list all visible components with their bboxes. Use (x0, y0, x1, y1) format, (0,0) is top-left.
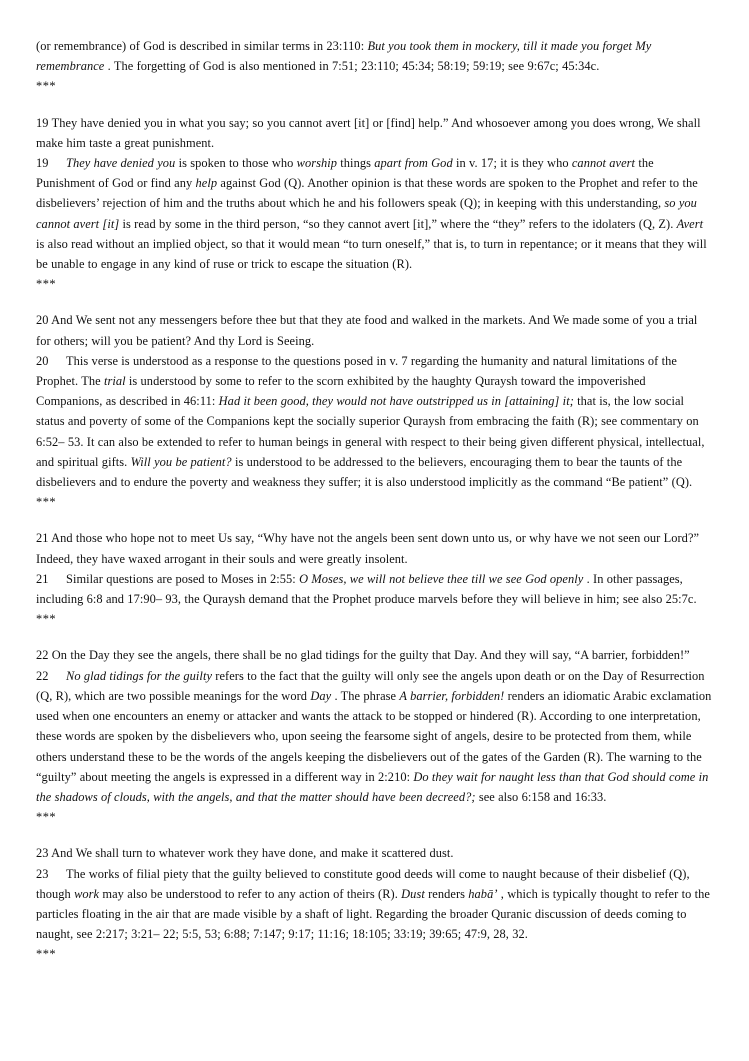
body-text: 19 They have denied you in what you say; so you cannot avert [it] or [find] help.” And whosoever among you does wrong, We shall make him taste a great punishment. (36, 115, 701, 150)
quoted-italic-text: Avert (676, 216, 704, 231)
quoted-italic-text: Dust (401, 886, 425, 901)
commentary-continuation (36, 36, 713, 76)
quoted-italic-text: help (195, 176, 218, 191)
section-separator: *** (36, 612, 57, 627)
quoted-italic-text: Will you be patient? (130, 454, 232, 469)
quoted-italic-text: A barrier, forbidden! (399, 688, 505, 703)
quoted-italic-text: worship (296, 156, 338, 171)
body-text: is understood by some to refer to the scorn exhibited by the haughty Quraysh toward the impoverished Companions, as described in 46:11: (36, 374, 646, 409)
commentary-number-gap (49, 153, 66, 173)
commentary-number: 19 (36, 156, 49, 171)
quoted-italic-text: apart from God (374, 156, 453, 171)
body-text: 23 And We shall turn to whatever work they have done, and make it scattered dust. (36, 846, 454, 861)
commentary-note-20 (36, 351, 713, 492)
body-text: . The forgetting of God is also mentioned in 7:51; 23:110; 45:34; 58:19; 59:19; see 9:67c; 45:34c. (104, 59, 600, 74)
quoted-italic-text: No glad tidings for the guilty (66, 668, 213, 683)
body-text: Similar questions are posed to Moses in 2:55: (66, 571, 300, 586)
commentary-number-gap (49, 864, 66, 884)
body-text: renders an idiomatic Arabic exclamation used when one encounters an enemy or attacker and wants the attack to be stopped or hindered (R). According to one interpretation, these words are spoken by the disbelievers who, upon seeing the fearsome sight of angels, desire to be protected from them, while others understand these to be the words of the angels keeping the disbelievers out of the gates of the Garden (R). The warning to the “guilty” about meeting the angels is expressed in a different way in 2:210: (36, 688, 712, 784)
quoted-italic-text: Day (310, 688, 332, 703)
verse-translation-23 (36, 843, 713, 863)
body-text: (or remembrance) of God is described in similar terms in 23:110: (36, 39, 368, 53)
body-text: may also be understood to refer to any action of theirs (R). (99, 886, 402, 901)
body-text: renders (424, 886, 469, 901)
quoted-italic-text: They have denied you (66, 156, 176, 171)
section-separator: *** (36, 79, 57, 94)
commentary-note-21 (36, 569, 713, 609)
body-text: is spoken to those who (175, 156, 297, 171)
commentary-number-gap (49, 351, 66, 371)
quoted-italic-text: Had it been good, they would not have outstripped us in [attaining] it; (218, 394, 574, 409)
body-text: . The phrase (331, 688, 400, 703)
commentary-number-gap (49, 569, 66, 589)
quoted-italic-text: O Moses, we will not believe thee till we see God openly (299, 571, 584, 586)
quoted-italic-text: habā’ (468, 886, 498, 901)
body-text: is understood to be addressed to the believers, encouraging them to bear the taunts of the disbelievers and to endure the poverty and weakness they suffer; it is also understood implicitly as the command “Be patient” (Q). (36, 454, 693, 490)
quoted-italic-text: But you took them in mockery, till it made you forget My remembrance (36, 39, 652, 74)
body-text: see also 6:158 and 16:33. (475, 789, 607, 804)
verse-translation-21 (36, 528, 713, 568)
quoted-italic-text: cannot avert (571, 156, 636, 171)
quoted-italic-text: work (74, 886, 100, 901)
body-text: against God (Q). Another opinion is that these words are spoken to the Prophet and refer to the disbelievers’ rejection of him and the truths about which he and his followers speak (Q); in keeping with this understanding, (36, 176, 698, 211)
body-text: . In other passages, including 6:8 and 17:90– 93, the Quraysh demand that the Prophet produce marvels before they will believe in him; see also 25:7c. (36, 571, 697, 607)
page-text-column (36, 36, 713, 965)
body-text: in v. 17; it is they who (452, 156, 572, 171)
body-text: This verse is understood as a response to the questions posed in v. 7 regarding the humanity and natural limitations of the Prophet. The (36, 353, 677, 389)
commentary-note-23 (36, 864, 713, 945)
quoted-italic-text: so you cannot avert [it] (36, 196, 697, 231)
commentary-note-19 (36, 153, 713, 274)
commentary-number: 20 (36, 353, 49, 368)
body-text: is read by some in the third person, “so they cannot avert [it],” where the “they” refers to the idolaters (Q, Z). (119, 216, 677, 231)
body-text: 22 On the Day they see the angels, there shall be no glad tidings for the guilty that Day. And they will say, “A barrier, forbidden!” (36, 648, 690, 663)
body-text: things (337, 156, 375, 171)
body-text: is also read without an implied object, so that it would mean “to turn oneself,” that is, to turn in repentance; or it means that they will be unable to engage in any kind of ruse or trick to escape the situation (R). (36, 236, 707, 272)
commentary-number: 22 (36, 668, 49, 683)
section-separator: *** (36, 810, 57, 825)
section-separator: *** (36, 277, 57, 292)
body-text: The works of filial piety that the guilty believed to constitute good deeds will come to naught because of their disbelief (Q), though (36, 866, 690, 901)
commentary-number-gap (49, 666, 66, 686)
section-separator: *** (36, 947, 57, 962)
body-text: the Punishment of God or find any (36, 156, 654, 191)
commentary-note-22 (36, 666, 713, 807)
verse-translation-22 (36, 645, 713, 665)
commentary-number: 23 (36, 866, 49, 881)
body-text: , which is typically thought to refer to the particles floating in the air that are made visible by a shaft of light. Regarding the broader Quranic discussion of deeds coming to naught, see 2:217; 3:21– 22; 5:5, 53; 6:88; 7:147; 9:17; 11:16; 18:105; 33:19; 39:65; 47:9, 28, 32. (36, 886, 710, 942)
body-text: 21 And those who hope not to meet Us say, “Why have not the angels been sent down unto us, or why have we not seen our Lord?” Indeed, they have waxed arrogant in their souls and were greatly insolent. (36, 531, 700, 566)
body-text: 20 And We sent not any messengers before thee but that they ate food and walked in the markets. And We made some of you a trial for others; will you be patient? And thy Lord is Seeing. (36, 313, 698, 348)
body-text: refers to the fact that the guilty will only see the angels upon death or on the Day of Resurrection (Q, R), which are two possible meanings for the word (36, 668, 705, 703)
body-text: that is, the low social status and poverty of some of the Companions kept the socially superior Quraysh from embracing the faith (R); see commentary on 6:52– 53. It can also be extended to refer to human beings in general with respect to their being given different physical, intellectual, and spiritual gifts. (36, 394, 705, 469)
commentary-number: 21 (36, 571, 49, 586)
verse-translation-20 (36, 310, 713, 350)
section-separator: *** (36, 495, 57, 510)
verse-translation-19 (36, 113, 713, 153)
quoted-italic-text: Do they wait for naught less than that God should come in the shadows of clouds, with the angels, and that the matter should have been decreed?; (36, 769, 709, 804)
quoted-italic-text: trial (103, 374, 126, 389)
